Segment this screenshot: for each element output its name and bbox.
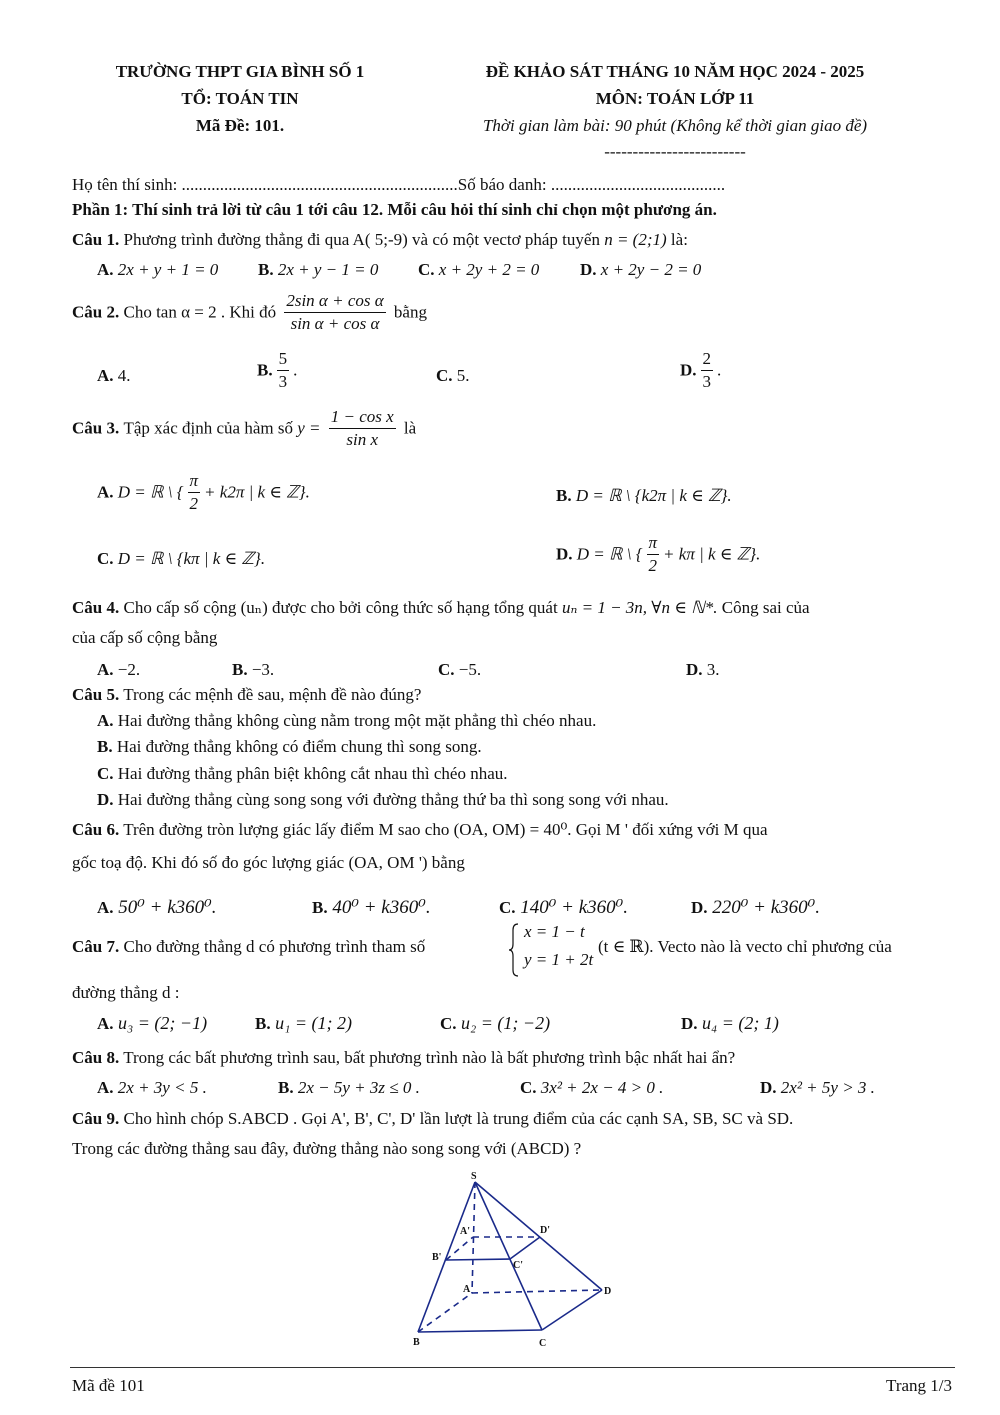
label-C1: C' [513, 1260, 523, 1271]
q2-fraction: $\frac{\text{2sin α + cos α}}{\text{sin α + cos α}}$ [286, 291, 384, 333]
q6-option-b: B. 40⁰ + k360⁰. [312, 897, 431, 918]
q6-option-c: C. 140⁰ + k360⁰. [499, 897, 629, 918]
footer-code: Mã đề 101 [72, 1376, 145, 1395]
header-divider: ------------------------- [604, 142, 746, 161]
q4-option-a: A. −2. [97, 660, 141, 679]
edge-CD [542, 1290, 602, 1330]
footer-divider [70, 1367, 955, 1368]
q3-option-c: C. D = ℝ \ {kπ | k ∈ ℤ}. [97, 549, 266, 568]
q7-option-b: B. u₁ = (1; 2) [255, 1013, 352, 1033]
q6-text-cont: gốc toạ độ. Khi đó số đo góc lượng giác (OA, OM ') bằng [72, 853, 465, 872]
q4-option-d: D. 3. [686, 660, 720, 679]
exam-code: Mã Đề: 101. [195, 116, 285, 135]
question-8: Câu 8. Trong các bất phương trình sau, bất phương trình nào là bất phương trình bậc nhất hai ẩn? [72, 1048, 736, 1067]
q3-fraction: $\frac{\text{1 − cos x}}{\text{sin x}}$ [330, 407, 394, 449]
question-7: Câu 7. Cho đường thẳng d có phương trình tham số [72, 937, 426, 956]
q2-option-b: B. $\frac{5}{3}$ . [257, 349, 298, 391]
q9-text-cont: Trong các đường thẳng sau đây, đường thẳng nào song song với (ABCD) ? [72, 1139, 582, 1158]
q3-option-a: A. D = ℝ \ { $\frac{\pi}{2}$ + k2π | k ∈ ℤ}. [97, 471, 310, 513]
q1-end: là: [670, 230, 688, 249]
q3-option-d: D. D = ℝ \ { $\frac{\pi}{2}$ + kπ | k ∈ ℤ}. [556, 533, 761, 575]
q5-option-d: D. Hai đường thẳng cùng song song với đường thẳng thứ ba thì song song với nhau. [97, 790, 669, 809]
q1-option-c: C. x + 2y + 2 = 0 [418, 260, 540, 279]
q2-option-a: A. 4. [97, 366, 131, 385]
q7-option-d: D. u₄ = (2; 1) [681, 1013, 779, 1033]
question-3: Câu 3. Tập xác định của hàm số y = $\frac{\text{1 − cos x}}{\text{sin x}}$ là [72, 407, 417, 449]
label-S: S [471, 1171, 477, 1182]
question-5: Câu 5. Trong các mệnh đề sau, mệnh đề nào đúng? [72, 685, 422, 704]
q1-option-a: A. 2x + y + 1 = 0 [97, 260, 219, 279]
q7-option-a: A. u₃ = (2; −1) [97, 1013, 208, 1033]
edge-B1C1 [446, 1259, 510, 1260]
question-6: Câu 6. Trên đường tròn lượng giác lấy điểm M sao cho (OA, OM) = 40⁰. Gọi M ' đối xứng với M qua [72, 820, 768, 839]
question-2: Câu 2. Cho tan α = 2 . Khi đó $\frac{\text{2sin α + cos α}}{\text{sin α + cos α}}$ bằng [72, 291, 427, 333]
q1-option-b: B. 2x + y − 1 = 0 [258, 260, 379, 279]
label-A1: A' [460, 1226, 470, 1237]
q5-option-b: B. Hai đường thẳng không có điểm chung thì song song. [97, 737, 482, 756]
school-name: TRƯỜNG THPT GIA BÌNH SỐ 1 [115, 62, 365, 81]
q6-option-a: A. 50⁰ + k360⁰. [97, 897, 217, 918]
q7-text-cont: đường thẳng d : [72, 983, 180, 1002]
q2-option-c: C. 5. [436, 366, 470, 385]
part1-title: Phần 1: Thí sinh trả lời từ câu 1 tới câu 12. Mỗi câu hỏi thí sinh chỉ chọn một phương án. [72, 200, 717, 219]
edge-SB [418, 1182, 475, 1332]
q1-label: Câu 1. [72, 230, 120, 249]
q2-option-d: D. $\frac{2}{3}$ . [680, 349, 722, 391]
q4-text-cont: của cấp số cộng bằng [72, 628, 218, 647]
q2-text: Cho tan α = 2 . Khi đó [123, 302, 277, 322]
question-9: Câu 9. Cho hình chóp S.ABCD . Gọi A', B', C', D' lần lượt là trung điểm của các cạnh SA, SB, SC và SD. [72, 1109, 794, 1128]
q7-option-c: C. u₂ = (1; −2) [440, 1013, 551, 1033]
q4-option-b: B. −3. [232, 660, 275, 679]
edge-C1D1 [510, 1237, 540, 1259]
label-D1: D' [540, 1225, 550, 1236]
pyramid-figure [400, 1170, 630, 1355]
label-C: C [539, 1338, 547, 1349]
exam-time: Thời gian làm bài: 90 phút (Không kể thời gian giao đề) [482, 116, 868, 135]
edge-SD [475, 1182, 602, 1290]
q8-option-c: C. 3x² + 2x − 4 > 0 . [520, 1078, 664, 1097]
q7-param: (t ∈ ℝ). Vecto nào là vecto chỉ phương của [598, 937, 892, 956]
label-B: B [413, 1337, 420, 1348]
q1-option-d: D. x + 2y − 2 = 0 [580, 260, 702, 279]
edge-AD [472, 1290, 602, 1293]
edge-BC [418, 1330, 542, 1332]
q5-option-a: A. Hai đường thẳng không cùng nằm trong một mặt phẳng thì chéo nhau. [97, 711, 597, 730]
brace-icon [508, 922, 520, 978]
edge-SC [475, 1182, 542, 1330]
q8-option-d: D. 2x² + 5y > 3 . [760, 1078, 875, 1097]
q5-option-c: C. Hai đường thẳng phân biệt không cắt nhau thì chéo nhau. [97, 764, 508, 783]
page-number: Trang 1/3 [886, 1376, 952, 1395]
q3-option-b: B. D = ℝ \ {k2π | k ∈ ℤ}. [556, 486, 732, 505]
exam-title: ĐỀ KHẢO SÁT THÁNG 10 NĂM HỌC 2024 - 2025 [485, 62, 865, 81]
q4-option-c: C. −5. [438, 660, 482, 679]
question-1 [72, 230, 688, 250]
q1-text: Phương trình đường thẳng đi qua A( 5;-9) và có một vectơ pháp tuyến [123, 230, 600, 249]
label-B1: B' [432, 1252, 442, 1263]
label-D: D [604, 1286, 612, 1297]
q8-option-b: B. 2x − 5y + 3z ≤ 0 . [278, 1078, 420, 1097]
q6-option-d: D. 220⁰ + k360⁰. [691, 897, 821, 918]
q8-option-a: A. 2x + 3y < 5 . [97, 1078, 207, 1097]
q1-vector: n = (2;1) [604, 230, 667, 249]
student-info: Họ tên thí sinh: .................................................................Số báo danh: ......................................... [72, 175, 726, 194]
department: TỔ: TOÁN TIN [181, 89, 299, 108]
subject: MÔN: TOÁN LỚP 11 [595, 89, 755, 108]
question-4: Câu 4. Cho cấp số cộng (uₙ) được cho bởi công thức số hạng tổng quát uₙ = 1 − 3n, ∀n ∈ ℕ*. Công sai của [72, 598, 810, 617]
label-A: A [463, 1284, 471, 1295]
